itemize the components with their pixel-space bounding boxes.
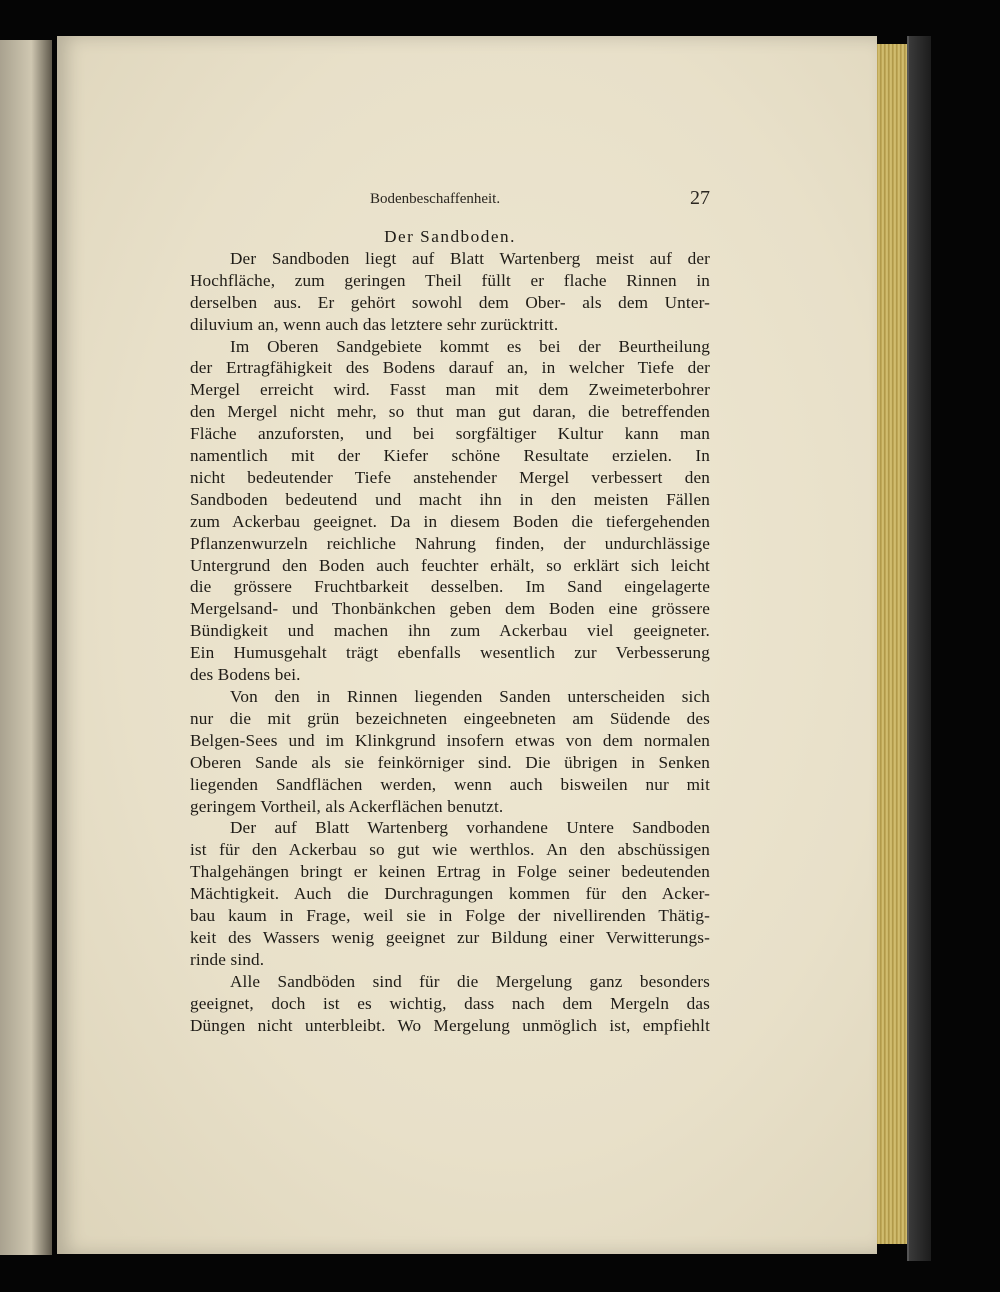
text-line: Belgen-Sees und im Klinkgrund insofern etwas von dem normalen (190, 730, 710, 750)
facing-page-edge (0, 40, 52, 1255)
text-line: zum Ackerbau geeignet. Da in diesem Boden die tiefergehenden (190, 511, 710, 531)
text-line: Mergel erreicht wird. Fasst man mit dem Zweimeterbohrer (190, 380, 710, 400)
text-line: diluvium an, wenn auch das letztere sehr zurücktritt. (190, 314, 559, 334)
text-line: geringem Vortheil, als Ackerflächen benutzt. (190, 796, 504, 816)
text-line: ist für den Ackerbau so gut wie werthlos. An den abschüssigen (190, 840, 710, 860)
paragraph (190, 817, 710, 970)
text-line: Sandboden bedeutend und macht ihn in den meisten Fällen (190, 489, 710, 509)
text-line: Von den in Rinnen liegenden Sanden unterscheiden sich (230, 687, 710, 707)
paragraph (190, 248, 710, 336)
text-line: nur die mit grün bezeichneten eingeebneten am Südende des (190, 708, 710, 728)
text-line: Fläche anzuforsten, und bei sorgfältiger Kultur kann man (190, 424, 710, 444)
paragraph (190, 971, 710, 1037)
text-line: keit des Wassers wenig geeignet zur Bildung einer Verwitterungs- (190, 927, 710, 947)
text-line: derselben aus. Er gehört sowohl dem Ober- als dem Unter- (190, 292, 710, 312)
text-line: Hochfläche, zum geringen Theil füllt er flache Rinnen in (190, 270, 710, 290)
text-line: Alle Sandböden sind für die Mergelung ganz besonders (230, 971, 710, 991)
text-line: des Bodens bei. (190, 665, 301, 685)
text-line: Oberen Sande als sie feinkörniger sind. Die übrigen in Senken (190, 752, 710, 772)
text-line: namentlich mit der Kiefer schöne Resultate erzielen. In (190, 446, 710, 466)
text-line: der Ertragfähigkeit des Bodens darauf an, in welcher Tiefe der (190, 358, 710, 378)
text-line: nicht bedeutender Tiefe anstehender Mergel verbessert den (190, 467, 710, 487)
text-line: Untergrund den Boden auch feuchter erhält, so erklärt sich leicht (190, 555, 710, 575)
section-title: Der Sandboden. (384, 227, 516, 246)
text-line: Thalgehängen bringt er keinen Ertrag in Folge seiner bedeutenden (190, 862, 710, 882)
page-header (190, 189, 710, 213)
text-line: Mergelsand- und Thonbänkchen geben dem Boden eine grössere (190, 599, 710, 619)
text-line: Mächtigkeit. Auch die Durchragungen kommen für den Acker- (190, 884, 710, 904)
text-line: rinde sind. (190, 949, 265, 969)
page-number: 27 (690, 187, 710, 209)
running-head: Bodenbeschaffenheit. (370, 191, 501, 207)
text-line: Pflanzenwurzeln reichliche Nahrung finden, der undurchlässige (190, 533, 710, 553)
book-cover-edge (907, 36, 931, 1261)
text-line: Der auf Blatt Wartenberg vorhandene Untere Sandboden (230, 818, 710, 838)
text-line: Düngen nicht unterbleibt. Wo Mergelung unmöglich ist, empfiehlt (190, 1015, 710, 1035)
text-line: Im Oberen Sandgebiete kommt es bei der Beurtheilung (230, 336, 710, 356)
text-line: den Mergel nicht mehr, so thut man gut daran, die betreffenden (190, 402, 710, 422)
text-line: Der Sandboden liegt auf Blatt Wartenberg meist auf der (230, 248, 710, 268)
paragraph (190, 686, 710, 817)
body-text (190, 226, 710, 1037)
text-line: geeignet, doch ist es wichtig, dass nach dem Mergeln das (190, 993, 710, 1013)
gilt-page-edges (877, 44, 907, 1244)
text-line: Ein Humusgehalt trägt ebenfalls wesentlich zur Verbesserung (190, 643, 710, 663)
text-line: die grössere Fruchtbarkeit desselben. Im Sand eingelagerte (190, 577, 710, 597)
text-line: Bündigkeit und machen ihn zum Ackerbau viel geeigneter. (190, 621, 710, 641)
text-line: bau kaum in Frage, weil sie in Folge der nivellirenden Thätig- (190, 906, 710, 926)
paragraph (190, 336, 710, 687)
text-line: liegenden Sandflächen werden, wenn auch bisweilen nur mit (190, 774, 710, 794)
